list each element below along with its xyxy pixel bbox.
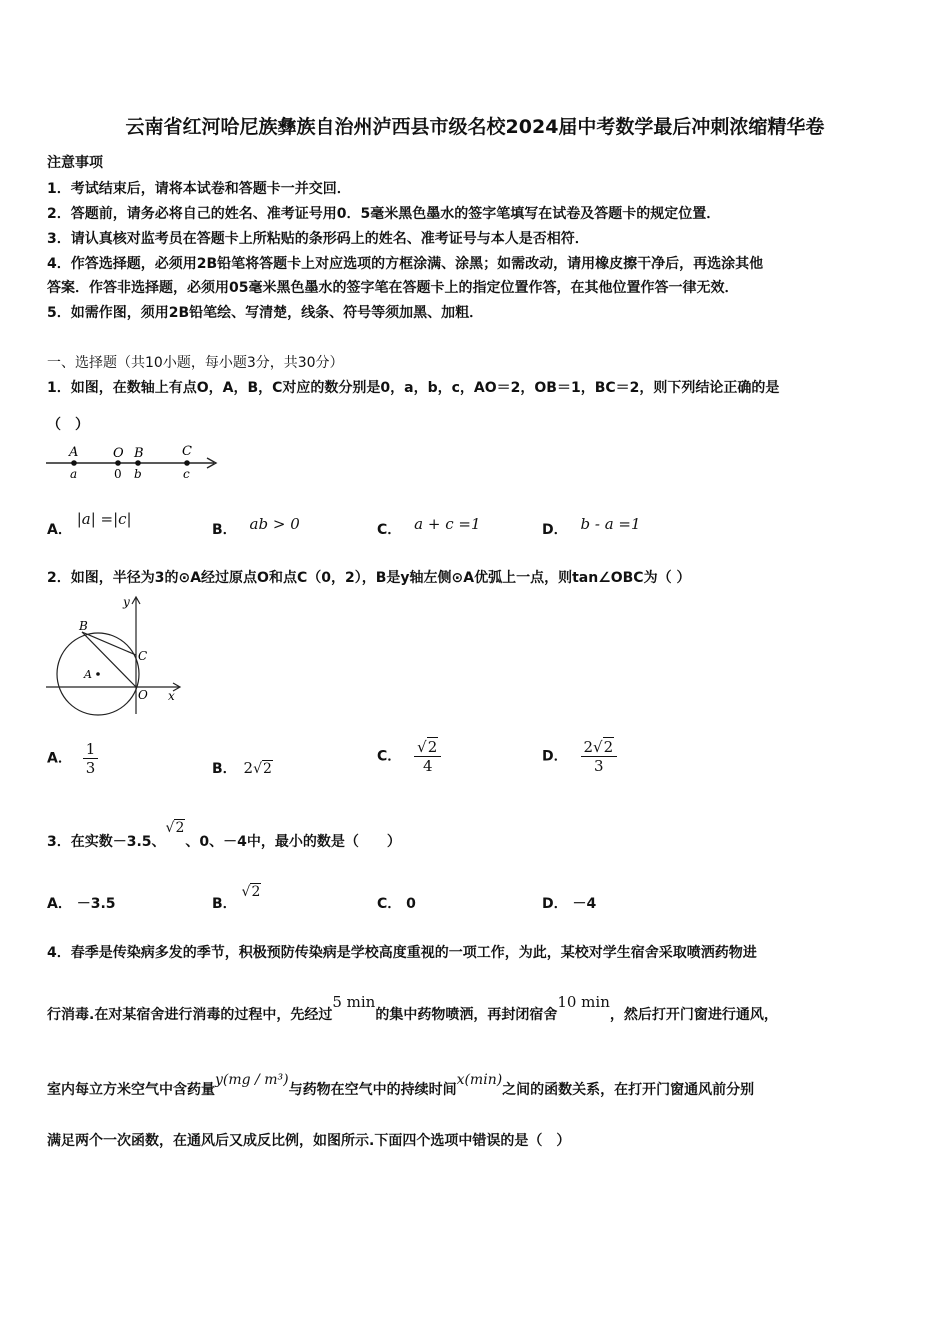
radical-sign: √ (593, 738, 603, 756)
note-line: 答案．作答非选择题，必须用05毫米黑色墨水的签字笔在答题卡上的指定位置作答，在其他位置作答一律无效． (47, 280, 739, 296)
option-label: C． (377, 896, 402, 912)
option-label: B． (212, 896, 237, 912)
q3-text (47, 820, 401, 851)
q4-line-3 (47, 1072, 755, 1099)
label-O: O (113, 446, 124, 461)
label-c: c (183, 467, 190, 481)
numerator (581, 738, 618, 757)
option-expression: a + c =1 (414, 515, 481, 533)
math-y-unit: y(mg / m³) (215, 1072, 289, 1088)
point-b-dot (135, 460, 141, 466)
option-label: D． (542, 748, 568, 765)
option-expression: b - a =1 (580, 515, 641, 533)
option-label: D． (542, 522, 568, 538)
radicand: 2 (603, 738, 614, 756)
q1-option-c (377, 515, 481, 539)
q3-text-before: 3．在实数－3.5、 (47, 834, 166, 850)
section-heading: 一、选择题（共10小题，每小题3分，共30分） (47, 355, 344, 371)
q1-paren: （ ） (47, 417, 89, 433)
label-B: B (79, 619, 88, 633)
notes-heading: 注意事项 (47, 155, 103, 171)
q3-option-a (47, 893, 116, 913)
option-label: C． (377, 748, 402, 765)
q1-text: 1．如图，在数轴上有点O，A，B，C对应的数分别是0，a，b，c，AO＝2，OB＝1，BC＝2，则下列结论正确的是 (47, 380, 780, 396)
math-x-unit: x(min) (456, 1072, 503, 1088)
note-line: 1．考试结束后，请将本试卷和答题卡一并交回． (47, 181, 351, 197)
option-value: －4 (572, 896, 597, 912)
q4-line-3-text: 室内每立方米空气中含药量 (47, 1082, 215, 1098)
note-line: 5．如需作图，须用2B铅笔绘、写清楚，线条、符号等须加黑、加粗． (47, 305, 484, 321)
radical-sign: √ (253, 761, 263, 777)
option-value: 0 (406, 896, 416, 912)
q2-option-a (47, 740, 98, 777)
option-label: B． (212, 761, 237, 777)
option-label: C． (377, 522, 402, 538)
coefficient: 2 (243, 759, 254, 777)
label-B: B (134, 446, 144, 461)
note-line: 4．作答选择题，必须用2B铅笔将答题卡上对应选项的方框涂满、涂黑；如需改动，请用橡皮擦干净后，再选涂其他 (47, 256, 764, 272)
note-line: 2．答题前，请务必将自己的姓名、准考证号用0．5毫米黑色墨水的签字笔填写在试卷及答题卡的规定位置． (47, 206, 721, 222)
q2-option-d (542, 738, 617, 775)
q2-circle-figure (44, 592, 194, 717)
q4-line-4: 满足两个一次函数，在通风后又成反比例，如图所示.下面四个选项中错误的是（ ） (47, 1133, 571, 1149)
radicand: 2 (175, 820, 185, 836)
q4-line-3-text: 之间的函数关系，在打开门窗通风前分别 (502, 1082, 755, 1098)
radicand: 2 (251, 884, 261, 900)
q2-text: 2．如图，半径为3的⊙A经过原点O和点C（0，2），B是y轴左侧⊙A优弧上一点，则tan∠OBC为（ ） (47, 570, 691, 586)
coefficient: 2 (583, 738, 594, 756)
radical-sign: √ (241, 884, 251, 900)
option-expression: |a| =|c| (76, 510, 132, 528)
q1-option-b (212, 515, 300, 539)
label-C: C (182, 444, 192, 459)
sqrt-expression (166, 820, 186, 836)
label-C: C (138, 649, 148, 663)
option-label: B． (212, 522, 237, 538)
q1-option-a (47, 510, 132, 539)
option-label: A． (47, 750, 72, 767)
denominator: 3 (83, 758, 99, 777)
center-a-dot (96, 672, 100, 676)
option-value: －3.5 (76, 896, 116, 912)
label-0: 0 (114, 467, 122, 481)
label-A: A (69, 445, 79, 460)
option-label: A． (47, 522, 72, 538)
q2-option-b (212, 758, 273, 778)
q3-option-c (377, 893, 416, 913)
point-o-dot (115, 460, 121, 466)
sqrt-expression (242, 884, 262, 900)
fraction (414, 738, 441, 775)
numerator: 1 (85, 740, 96, 758)
q3-option-b (212, 884, 261, 913)
math-5min: 5 min (332, 993, 376, 1011)
radicand: 2 (263, 761, 272, 777)
radicand: 2 (427, 738, 438, 756)
q3-text-after: 、0、－4中，最小的数是（ ） (185, 834, 401, 850)
option-expression: ab > 0 (249, 515, 300, 533)
fraction (83, 740, 99, 777)
sqrt-expression (593, 737, 614, 756)
option-label: A． (47, 896, 72, 912)
label-y: y (123, 595, 130, 609)
label-A: A (84, 668, 92, 681)
radical-sign: √ (417, 738, 427, 756)
q4-line-2 (47, 993, 778, 1024)
q3-option-d (542, 893, 596, 913)
label-x: x (168, 689, 175, 703)
option-label: D． (542, 896, 568, 912)
label-b: b (134, 467, 142, 481)
denominator: 4 (422, 757, 433, 775)
point-c-dot (184, 460, 190, 466)
q4-line-2-text: 的集中药物喷洒，再封闭宿舍 (375, 1007, 558, 1023)
math-10min: 10 min (557, 993, 610, 1011)
label-a: a (70, 467, 78, 481)
page-title: 云南省红河哈尼族彝族自治州泸西县市级名校2024届中考数学最后冲刺浓缩精华卷 (125, 116, 825, 138)
q4-line-3-text: 与药物在空气中的持续时间 (288, 1082, 457, 1098)
fraction (581, 738, 618, 775)
label-O: O (138, 688, 148, 702)
q4-line-2-text: ，然后打开门窗进行通风， (609, 1007, 778, 1023)
note-line: 3．请认真核对监考员在答题卡上所粘贴的条形码上的姓名、准考证号与本人是否相符． (47, 231, 589, 247)
sqrt-expression (253, 760, 273, 777)
numerator (414, 738, 441, 757)
radical-sign: √ (165, 820, 175, 836)
q4-line-2-text: 行消毒.在对某宿舍进行消毒的过程中，先经过 (47, 1007, 333, 1023)
denominator: 3 (594, 757, 604, 775)
q4-line-1: 4．春季是传染病多发的季节，积极预防传染病是学校高度重视的一项工作，为此，某校对学生宿舍采取喷洒药物进 (47, 945, 757, 961)
q2-option-c (377, 738, 441, 775)
segment-bc (82, 632, 136, 655)
q1-number-line-figure (44, 442, 224, 482)
point-a-dot (71, 460, 77, 466)
q1-option-d (542, 515, 641, 539)
